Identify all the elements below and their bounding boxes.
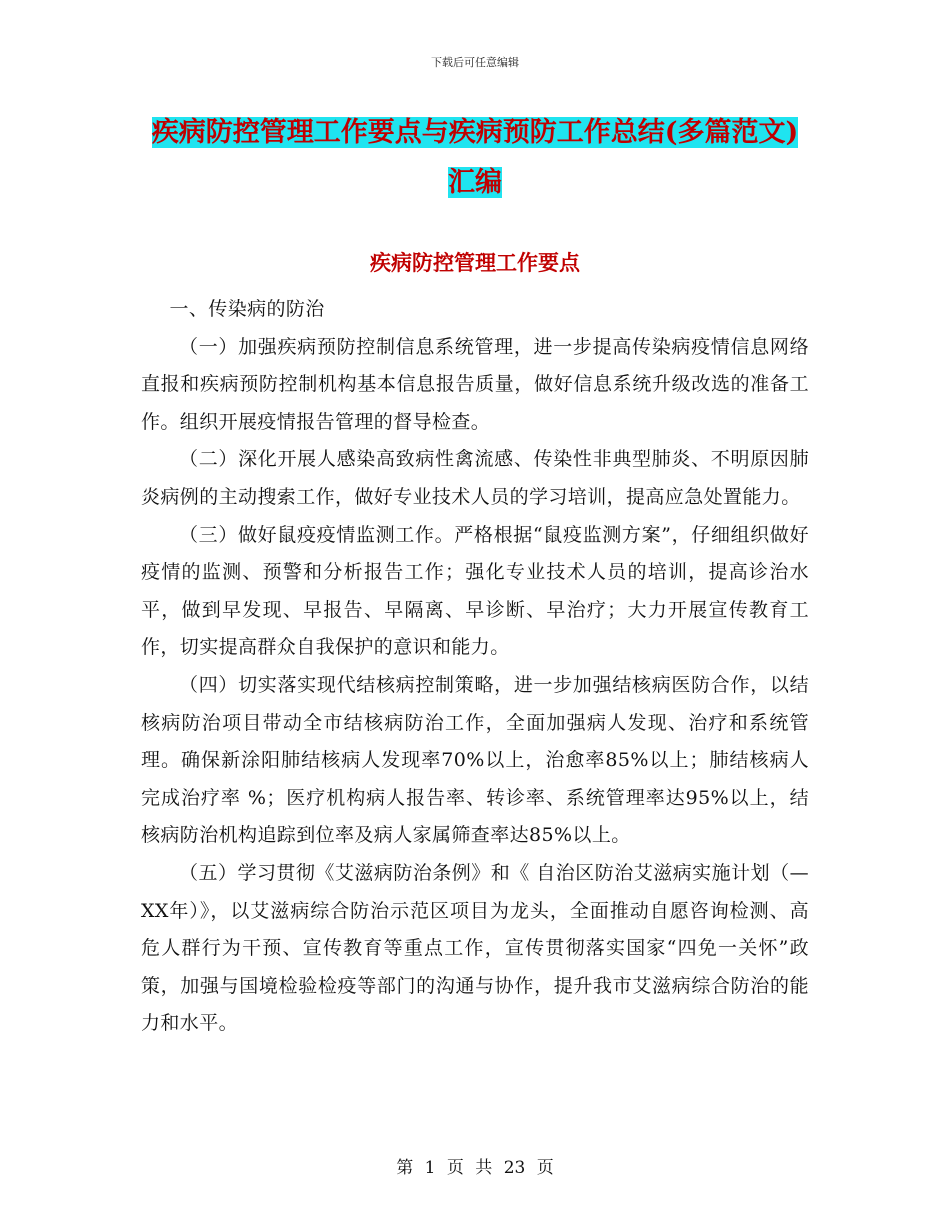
page-header: 下载后可任意编辑 (431, 56, 519, 69)
section-heading: 一、传染病的防治 (169, 298, 325, 320)
document-title-text: 疾病防控管理工作要点与疾病预防工作总结(多篇范文)汇编 (151, 117, 799, 198)
document-title (140, 108, 810, 208)
page-footer: 第 1 页 共 23 页 (396, 1158, 554, 1178)
paragraph-1: （一）加强疾病预防控制信息系统管理，进一步提高传染病疫情信息网络直报和疾病预防控制机构基本信息报告质量，做好信息系统升级改选的准备工作。组织开展疫情报告管理的督导检查。 (141, 335, 809, 433)
paragraph-3: （三）做好鼠疫疫情监测工作。严格根据“鼠疫监测方案”，仔细组织做好疫情的监测、预警和分析报告工作；强化专业技术人员的培训，提高诊治水平，做到早发现、早报告、早隔离、早诊断、早治疗；大力开展宣传教育工作，切实提高群众自我保护的意识和能力。 (141, 523, 809, 659)
paragraph-5: （五）学习贯彻《艾滋病防治条例》和《 自治区防治艾滋病实施计划（—XX年）》，以艾滋病综合防治示范区项目为龙头，全面推动自愿咨询检测、高危人群行为干预、宣传教育等重点工作，宣传贯彻落实国家“四免一关怀”政策，加强与国境检验检疫等部门的沟通与协作，提升我市艾滋病综合防治的能力和水平。 (141, 861, 809, 1035)
paragraph-4: （四）切实落实现代结核病控制策略，进一步加强结核病医防合作，以结核病防治项目带动全市结核病防治工作，全面加强病人发现、治疗和系统管理。确保新涂阳肺结核病人发现率70%以上，治愈率85%以上；肺结核病人完成治疗率 %；医疗机构病人报告率、转诊率、系统管理率达95%以上，结核病防治机构追踪到位率及病人家属筛查率达85%以上。 (141, 673, 809, 847)
paragraph-2: （二）深化开展人感染高致病性禽流感、传染性非典型肺炎、不明原因肺炎病例的主动搜索工作，做好专业技术人员的学习培训，提高应急处置能力。 (141, 448, 809, 508)
section-title: 疾病防控管理工作要点 (370, 250, 580, 275)
document-body (141, 291, 809, 1043)
